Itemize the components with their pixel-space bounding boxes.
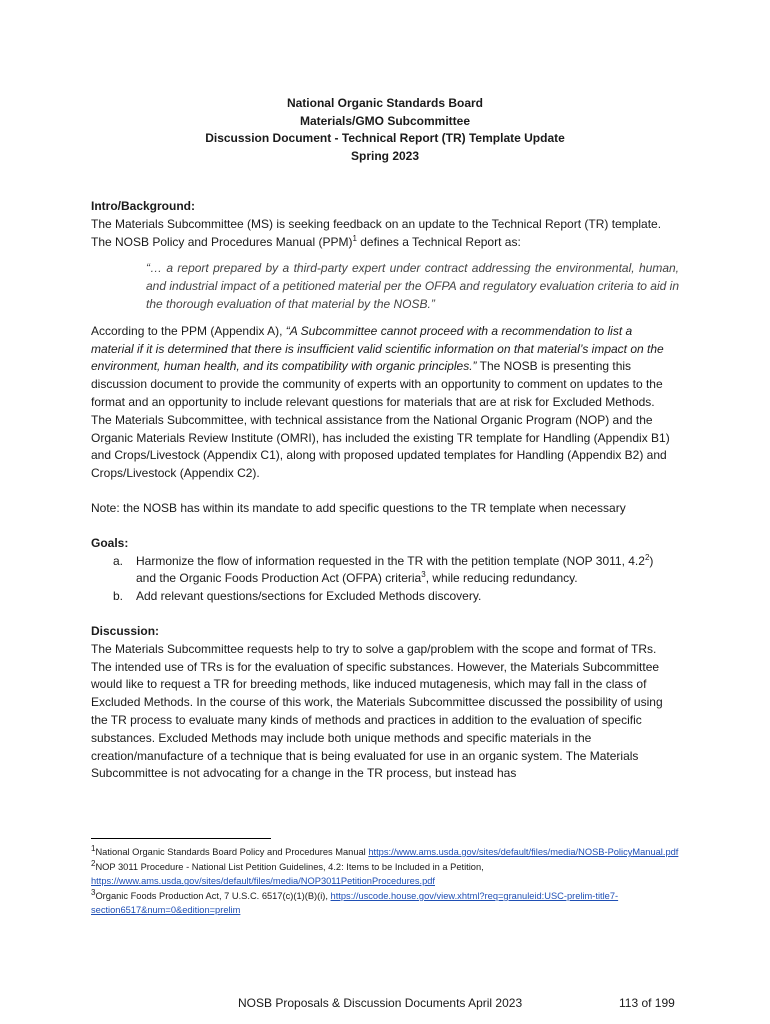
footer-document-title: NOSB Proposals & Discussion Documents April 2023 bbox=[238, 996, 523, 1010]
footnote-divider bbox=[91, 838, 271, 839]
footer-page-number: 113 of 199 bbox=[619, 996, 675, 1010]
header-subcommittee: Materials/GMO Subcommittee bbox=[299, 113, 471, 128]
footnotes bbox=[91, 845, 691, 918]
footnote-1 bbox=[91, 845, 691, 860]
ppm-text-b: The NOSB is presenting this discussion document to provide the community of experts with an opportunity to comment on updates to the format and an opportunity to include relevant questions for materials that are at risk for Excluded Methods. The Materials Subcommittee, with technical assistance from the National Organic Program (NOP) and the Organic Materials Review Institute (OMRI), has included the existing TR template for Handling (Appendix B1) and Crops/Livestock (Appendix C1), along with proposed updated templates for Handling (Appendix B2) and Crops/Livestock (Appendix C2). bbox=[91, 359, 670, 481]
goal-a-text-1: Harmonize the flow of information requested in the TR with the petition template (NOP 3011, 4.2 bbox=[136, 553, 645, 568]
footnote-1-link[interactable]: https://www.ams.usda.gov/sites/default/files/media/NOSB-PolicyManual.pdf bbox=[368, 847, 679, 857]
discussion-heading: Discussion: bbox=[91, 623, 160, 638]
goal-b-text: Add relevant questions/sections for Excluded Methods discovery. bbox=[136, 589, 482, 604]
ppm-paragraph bbox=[91, 323, 671, 483]
footnote-1-number: 1 bbox=[91, 843, 96, 853]
ppm-quote: “A Subcommittee cannot proceed with a recommendation to list a material if it is determined that there is insufficient valid scientific information on that material’s impact on the environment, human health, and its compatibility with organic principles.” bbox=[91, 323, 664, 374]
footnote-3-link[interactable]: https://uscode.house.gov/view.xhtml?req=granuleid:USC-prelim-title7-section6517&num=0&edition=prelim bbox=[91, 890, 619, 916]
document-body bbox=[91, 198, 679, 783]
footnote-3-number: 3 bbox=[91, 887, 96, 897]
goal-item-a bbox=[91, 553, 671, 589]
intro-paragraph bbox=[91, 216, 671, 252]
ppm-text-a: According to the PPM (Appendix A), bbox=[91, 323, 286, 338]
footnote-3-text: Organic Foods Production Act, 7 U.S.C. 6517(c)(1)(B)(i), bbox=[95, 890, 331, 901]
header-season: Spring 2023 bbox=[350, 148, 420, 163]
goal-item-b bbox=[91, 588, 671, 606]
goals-list bbox=[91, 553, 671, 606]
footnote-1-text: National Organic Standards Board Policy and Procedures Manual bbox=[95, 847, 369, 857]
header-board: National Organic Standards Board bbox=[286, 96, 484, 110]
tr-definition-quote: “… a report prepared by a third-party expert under contract addressing the environmental, human, and industrial impact of a petitioned material per the OFPA and regulatory evaluation criteria to aid in the thorough evaluation of that material by the NOSB.” bbox=[146, 261, 679, 311]
footnote-2-text: NOP 3011 Procedure - National List Petition Guidelines, 4.2: Items to be Included in a Petition, bbox=[95, 861, 484, 872]
footnote-2 bbox=[91, 860, 691, 889]
footnote-ref-2[interactable]: 2 bbox=[644, 552, 650, 562]
goal-a-text-3: , while reducing redundancy. bbox=[425, 571, 578, 586]
footnote-ref-3[interactable]: 3 bbox=[421, 570, 426, 580]
header-title: Discussion Document - Technical Report (TR) Template Update bbox=[205, 131, 565, 145]
intro-text-a: The Materials Subcommittee (MS) is seeking feedback on an update to the Technical Report (TR) template. The NOSB Policy and Procedures Manual (PPM) bbox=[91, 216, 662, 249]
goal-a-text-2: ) and the Organic Foods Production Act (OFPA) criteria bbox=[136, 553, 654, 586]
discussion-paragraph: The Materials Subcommittee requests help to try to solve a gap/problem with the scope and format of TRs. The intended use of TRs is for the evaluation of specific substances. However, the Materials Subcommittee would like to request a TR for breeding methods, like induced mutagenesis, which may fall in the class of Excluded Methods. In the course of this work, the Materials Subcommittee discussed the possibility of using the TR process to evaluate many kinds of methods and practices in addition to the evaluation of specific substances. Excluded Methods may include both unique methods and specific materials in the creation/manufacture of a technique that is being evaluated for use in an organic system. The Materials Subcommittee is not advocating for a change in the TR process, but instead has bbox=[91, 641, 663, 781]
note-paragraph: Note: the NOSB has within its mandate to add specific questions to the TR template when necessary bbox=[91, 500, 626, 515]
document-header bbox=[0, 95, 770, 165]
intro-text-b: defines a Technical Report as: bbox=[356, 234, 521, 249]
intro-heading: Intro/Background: bbox=[91, 199, 195, 213]
footnote-2-number: 2 bbox=[91, 858, 96, 868]
goals-heading: Goals: bbox=[91, 535, 129, 550]
goal-b-marker: b. bbox=[113, 589, 124, 604]
footnote-ref-1[interactable]: 1 bbox=[352, 233, 357, 243]
goal-a-marker: a. bbox=[113, 553, 124, 568]
footnote-3 bbox=[91, 889, 691, 918]
footnote-2-link[interactable]: https://www.ams.usda.gov/sites/default/files/media/NOP3011PetitionProcedures.pdf bbox=[91, 876, 435, 887]
